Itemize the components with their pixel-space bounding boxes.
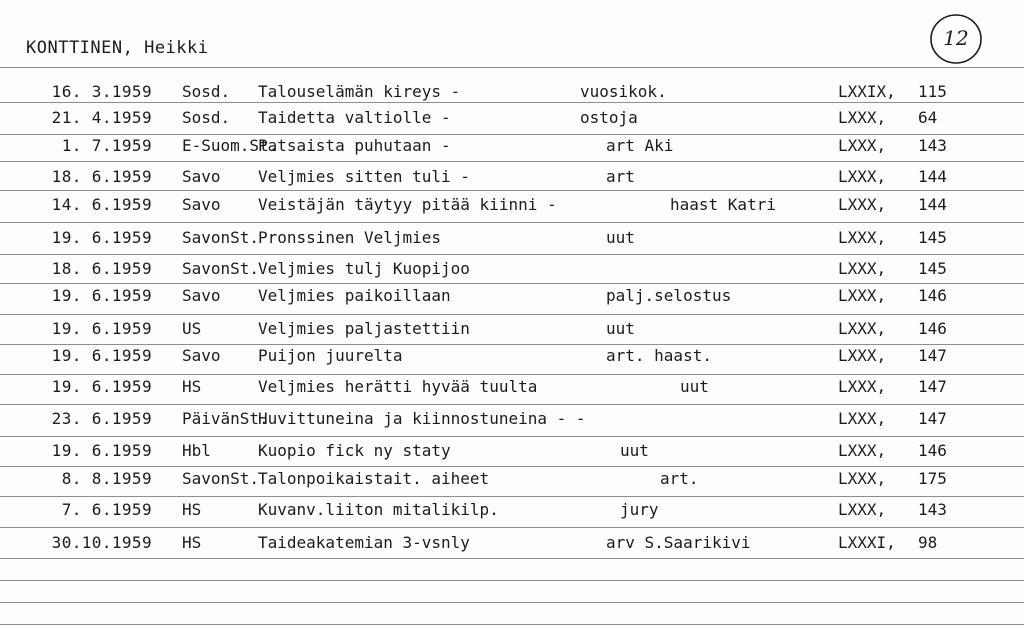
entry-type: ostoja	[580, 108, 638, 127]
entry-type: art.	[660, 469, 699, 488]
entry-page: 115	[918, 82, 947, 101]
entry-source: HS	[182, 533, 202, 552]
ruled-line	[0, 624, 1024, 625]
entry-page: 175	[918, 469, 947, 488]
entry-volume: LXXX,	[838, 319, 887, 338]
entry-title: Talonpoikaistait. aiheet	[258, 469, 490, 488]
ruled-line	[0, 190, 1024, 191]
entry-title: Kuvanv.liiton mitalikilp.	[258, 500, 499, 519]
entry-page: 144	[918, 167, 947, 186]
entry-source: Sosd.	[182, 108, 231, 127]
entry-title: Patsaista puhutaan -	[258, 136, 451, 155]
entry-volume: LXXX,	[838, 286, 887, 305]
entry-date: 1. 7.1959	[61, 136, 152, 155]
entry-title: Pronssinen Veljmies	[258, 228, 442, 247]
entry-source: US	[182, 319, 202, 338]
card-number-circle	[929, 12, 983, 66]
ruled-line	[0, 558, 1024, 559]
entry-volume: LXXX,	[838, 500, 887, 519]
ruled-line	[0, 102, 1024, 103]
entry-source: Savo	[182, 167, 221, 186]
entry-type: uut	[606, 228, 635, 247]
card-number: 12	[943, 26, 969, 50]
ruled-line	[0, 527, 1024, 528]
entry-page: 64	[918, 108, 938, 127]
entry-volume: LXXX,	[838, 167, 887, 186]
entry-title: Talouselämän kireys -	[258, 82, 461, 101]
entry-date: 8. 8.1959	[61, 469, 152, 488]
entry-page: 147	[918, 346, 947, 365]
entry-source: Hbl	[182, 441, 211, 460]
entry-volume: LXXX,	[838, 259, 887, 278]
entry-date: 19. 6.1959	[51, 228, 152, 247]
entry-date: 30.10.1959	[51, 533, 152, 552]
ruled-line	[0, 67, 1024, 68]
entry-type: haast Katri	[670, 195, 776, 214]
entry-page: 146	[918, 286, 947, 305]
ruled-line	[0, 134, 1024, 135]
ruled-line	[0, 374, 1024, 375]
entry-date: 14. 6.1959	[51, 195, 152, 214]
ruled-line	[0, 602, 1024, 603]
entry-type: art	[606, 167, 635, 186]
ruled-line	[0, 344, 1024, 345]
entry-date: 19. 6.1959	[51, 441, 152, 460]
entry-source: SavonSt.	[182, 469, 260, 488]
ruled-line	[0, 580, 1024, 581]
entry-page: 144	[918, 195, 947, 214]
entry-type: palj.selostus	[606, 286, 732, 305]
entry-page: 147	[918, 409, 947, 428]
entry-volume: LXXXI,	[838, 533, 896, 552]
entry-title: Taidetta valtiolle -	[258, 108, 451, 127]
ruled-line	[0, 404, 1024, 405]
entry-type: art Aki	[606, 136, 674, 155]
entry-date: 19. 6.1959	[51, 319, 152, 338]
entry-page: 146	[918, 319, 947, 338]
entry-date: 19. 6.1959	[51, 346, 152, 365]
entry-type: uut	[680, 377, 709, 396]
entry-title: Veljmies sitten tuli -	[258, 167, 470, 186]
ruled-line	[0, 283, 1024, 284]
entry-source: HS	[182, 500, 202, 519]
entry-page: 145	[918, 259, 947, 278]
entry-source: Sosd.	[182, 82, 231, 101]
entry-page: 146	[918, 441, 947, 460]
entry-page: 147	[918, 377, 947, 396]
entry-volume: LXXX,	[838, 228, 887, 247]
entry-title: Puijon juurelta	[258, 346, 403, 365]
entry-date: 23. 6.1959	[51, 409, 152, 428]
entry-source: HS	[182, 377, 202, 396]
entry-type: uut	[620, 441, 649, 460]
entry-volume: LXXIX,	[838, 82, 896, 101]
entry-volume: LXXX,	[838, 441, 887, 460]
entry-date: 18. 6.1959	[51, 259, 152, 278]
entry-date: 7. 6.1959	[61, 500, 152, 519]
entry-title: Veljmies tulj Kuopijoo	[258, 259, 470, 278]
entry-volume: LXXX,	[838, 195, 887, 214]
entry-title: Veistäjän täytyy pitää kiinni -	[258, 195, 557, 214]
entry-volume: LXXX,	[838, 108, 887, 127]
entry-type: arv S.Saarikivi	[606, 533, 751, 552]
entry-volume: LXXX,	[838, 469, 887, 488]
card-heading-name: KONTTINEN, Heikki	[26, 38, 209, 58]
entry-type: vuosikok.	[580, 82, 667, 101]
entry-title: Veljmies paikoillaan	[258, 286, 451, 305]
entry-volume: LXXX,	[838, 377, 887, 396]
entry-date: 19. 6.1959	[51, 377, 152, 396]
ruled-line	[0, 161, 1024, 162]
entry-type: art. haast.	[606, 346, 712, 365]
entry-source: Savo	[182, 195, 221, 214]
entry-type: uut	[606, 319, 635, 338]
entry-source: SavonSt.	[182, 228, 260, 247]
entry-date: 21. 4.1959	[51, 108, 152, 127]
entry-source: E-Suom.St.	[182, 136, 279, 155]
entry-title: Taideakatemian 3-vsnly	[258, 533, 470, 552]
entry-title: Veljmies herätti hyvää tuulta	[258, 377, 538, 396]
ruled-line	[0, 466, 1024, 467]
entry-source: SavonSt.	[182, 259, 260, 278]
entry-source: Savo	[182, 346, 221, 365]
ruled-line	[0, 314, 1024, 315]
entry-source: Savo	[182, 286, 221, 305]
entry-page: 143	[918, 500, 947, 519]
entry-type: jury	[620, 500, 659, 519]
ruled-line	[0, 222, 1024, 223]
entry-date: 18. 6.1959	[51, 167, 152, 186]
entry-page: 145	[918, 228, 947, 247]
entry-volume: LXXX,	[838, 346, 887, 365]
entry-volume: LXXX,	[838, 136, 887, 155]
ruled-line	[0, 496, 1024, 497]
entry-page: 143	[918, 136, 947, 155]
entry-date: 19. 6.1959	[51, 286, 152, 305]
ruled-line	[0, 436, 1024, 437]
entry-source: PäivänSt.	[182, 409, 269, 428]
entry-volume: LXXX,	[838, 409, 887, 428]
entry-title: Veljmies paljastettiin	[258, 319, 470, 338]
entry-title: Huvittuneina ja kiinnostuneina - -	[258, 409, 586, 428]
entry-page: 98	[918, 533, 938, 552]
entry-title: Kuopio fick ny staty	[258, 441, 451, 460]
entry-date: 16. 3.1959	[51, 82, 152, 101]
ruled-line	[0, 254, 1024, 255]
